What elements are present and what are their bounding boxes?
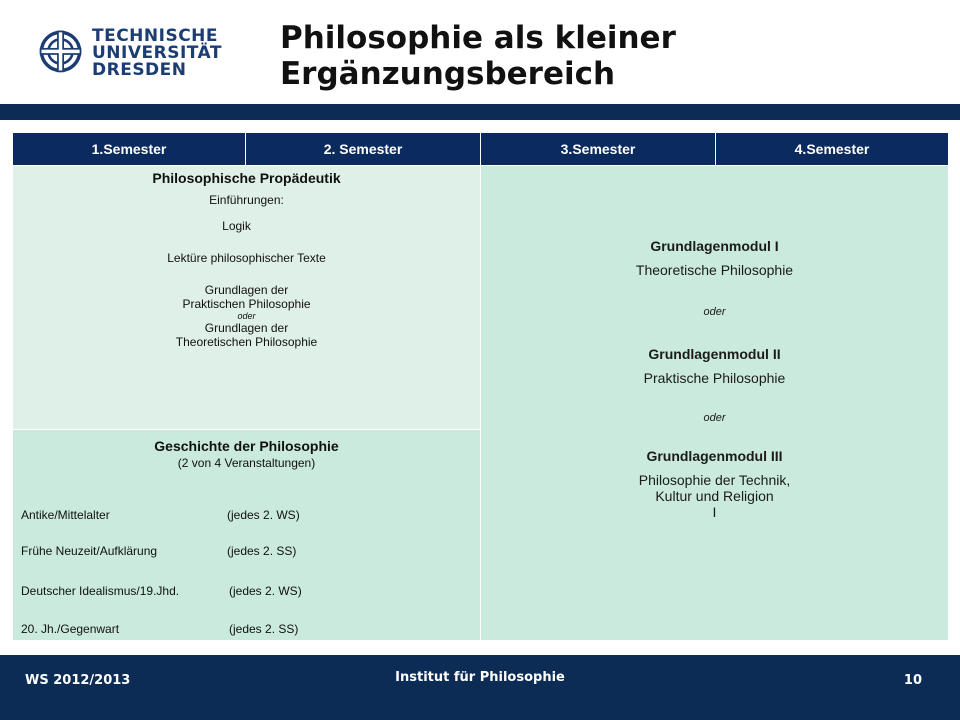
module-1-subtitle: Theoretische Philosophie [635, 262, 794, 278]
epoch-name: Antike/Mittelalter [21, 508, 110, 522]
footer-page-number: 10 [903, 673, 922, 688]
logo-wordmark [92, 28, 222, 79]
epoch-name: Frühe Neuzeit/Aufklärung [21, 544, 158, 558]
geschichte-cell [13, 430, 481, 641]
header-bar [0, 104, 960, 120]
epoch-note: (jedes 2. SS) [227, 544, 297, 558]
epoch-note: (jedes 2. WS) [227, 508, 300, 522]
title-line-2: Ergänzungsbereich [280, 56, 616, 92]
column-header: 4.Semester [716, 133, 949, 166]
column-header: 2. Semester [246, 133, 481, 166]
module-oder: oder [703, 306, 726, 318]
module-3-subtitle: I [712, 504, 717, 520]
tu-dresden-logo [38, 28, 90, 80]
module-3-subtitle: Kultur und Religion [655, 488, 774, 504]
slide-title [280, 20, 676, 92]
geschichte-title: Geschichte der Philosophie [154, 438, 339, 454]
module-2-title: Grundlagenmodul II [648, 346, 781, 362]
semester-table [12, 132, 949, 641]
footer-semester: WS 2012/2013 [25, 673, 131, 688]
propaedeutik-item: Grundlagen der [204, 283, 289, 297]
epoch-name: Deutscher Idealismus/19.Jhd. [21, 584, 180, 598]
propaedeutik-item: Logik [222, 219, 251, 233]
logo-line-1: TECHNISCHE [92, 26, 219, 46]
module-3-title: Grundlagenmodul III [646, 448, 783, 464]
propaedeutik-intro: Einführungen: [209, 193, 284, 207]
column-header: 1.Semester [13, 133, 246, 166]
logo-line-2: UNIVERSITÄT [92, 43, 222, 63]
module-3-subtitle: Philosophie der Technik, [638, 472, 791, 488]
propaedeutik-oder: oder [237, 311, 256, 321]
propaedeutik-item: Theoretischen Philosophie [175, 335, 318, 349]
column-header: 3.Semester [481, 133, 716, 166]
geschichte-subtitle: (2 von 4 Veranstaltungen) [177, 456, 316, 470]
title-line-1: Philosophie als kleiner [280, 20, 676, 56]
epoch-note: (jedes 2. SS) [229, 622, 299, 636]
module-1-title: Grundlagenmodul I [650, 238, 779, 254]
module-2-subtitle: Praktische Philosophie [643, 370, 786, 386]
table-header-row [13, 133, 949, 166]
propaedeutik-item: Lektüre philosophischer Texte [167, 251, 326, 265]
footer-bar [0, 655, 960, 720]
propaedeutik-cell [13, 166, 481, 430]
module-oder: oder [703, 412, 726, 424]
epoch-note: (jedes 2. WS) [229, 584, 302, 598]
grundlagenmodule-cell [481, 166, 949, 641]
footer-institute: Institut für Philosophie [395, 670, 565, 685]
logo-line-3: DRESDEN [92, 60, 187, 80]
epoch-name: 20. Jh./Gegenwart [21, 622, 120, 636]
propaedeutik-item: Grundlagen der [204, 321, 289, 335]
propaedeutik-title: Philosophische Propädeutik [152, 170, 341, 186]
propaedeutik-item: Praktischen Philosophie [182, 297, 311, 311]
